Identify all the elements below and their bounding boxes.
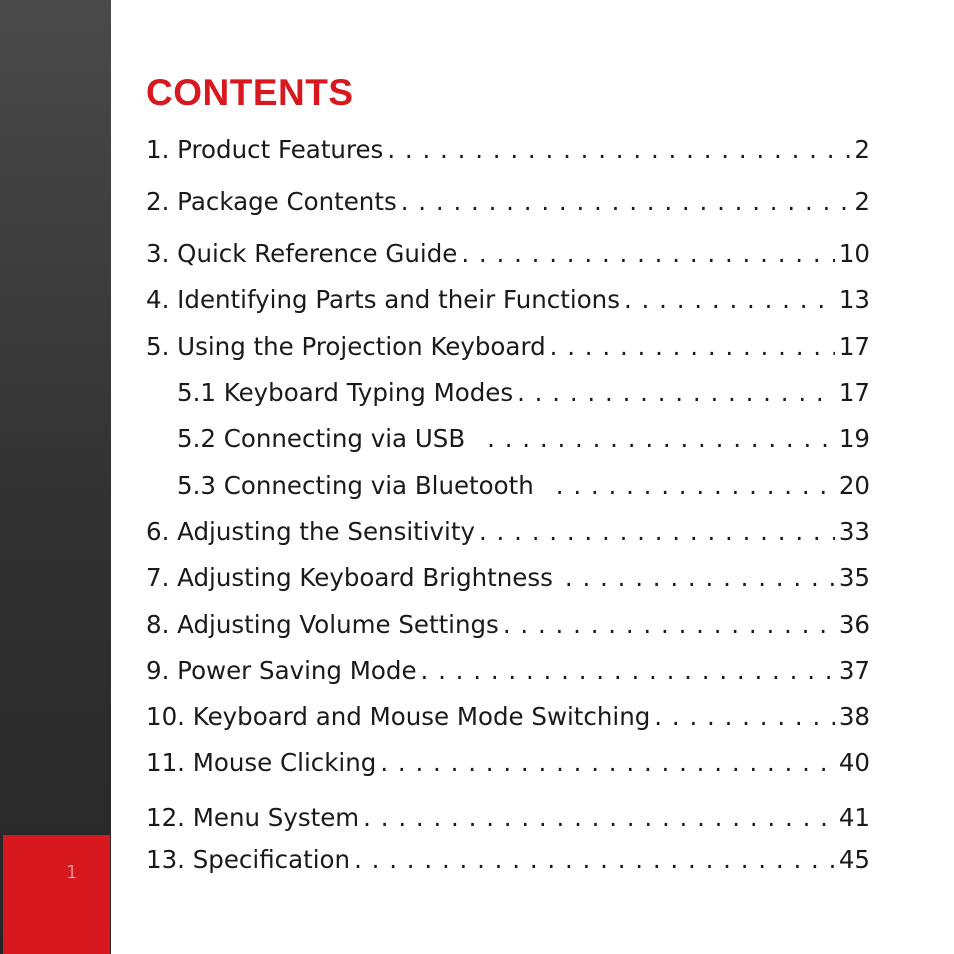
dot-leader	[380, 748, 835, 777]
dot-leader	[487, 424, 835, 453]
toc-entry-page: 38	[838, 702, 870, 731]
toc-entry-page: 17	[838, 332, 870, 361]
toc-entry-page: 40	[838, 748, 870, 777]
toc-entry-label: 7. Adjusting Keyboard Brightness	[146, 563, 553, 592]
toc-entry-label: 9. Power Saving Mode	[146, 656, 417, 685]
dot-leader	[565, 563, 835, 592]
toc-entry-page: 20	[838, 471, 870, 500]
toc-entry-specification[interactable]	[146, 845, 870, 879]
toc-entry-keyboard-mouse-mode-switching[interactable]	[146, 702, 870, 736]
toc-entry-page: 36	[838, 610, 870, 639]
toc-entry-page: 2	[854, 135, 870, 164]
toc-entry-page: 45	[838, 845, 870, 874]
page-number: 1	[66, 862, 78, 883]
toc-entry-label: 5.1 Keyboard Typing Modes	[177, 378, 514, 407]
toc-entry-label: 1. Product Features	[146, 135, 384, 164]
toc-entry-keyboard-typing-modes[interactable]	[177, 378, 870, 412]
toc-entry-label: 8. Adjusting Volume Settings	[146, 610, 499, 639]
toc-entry-page: 13	[838, 285, 870, 314]
toc-entry-label: 5.2 Connecting via USB	[177, 424, 466, 453]
toc-entry-label: 5.3 Connecting via Bluetooth	[177, 471, 534, 500]
toc-entry-menu-system[interactable]	[146, 803, 870, 837]
toc-entry-label: 10. Keyboard and Mouse Mode Switching	[146, 702, 651, 731]
toc-entry-adjusting-sensitivity[interactable]	[146, 517, 870, 551]
dot-leader	[363, 803, 835, 832]
toc-entry-label: 2. Package Contents	[146, 187, 397, 216]
toc-entry-label: 3. Quick Reference Guide	[146, 239, 458, 268]
dot-leader	[624, 285, 835, 314]
toc-entry-page: 17	[838, 378, 870, 407]
dot-leader	[517, 378, 835, 407]
dot-leader	[421, 656, 835, 685]
toc-entry-power-saving-mode[interactable]	[146, 656, 870, 690]
toc-entry-product-features[interactable]	[146, 135, 870, 169]
toc-entry-label: 12. Menu System	[146, 803, 360, 832]
sidebar-bar	[0, 0, 111, 954]
toc-entry-label: 4. Identifying Parts and their Functions	[146, 285, 620, 314]
toc-entry-page: 19	[838, 424, 870, 453]
toc-entry-label: 6. Adjusting the Sensitivity	[146, 517, 475, 546]
toc-entry-label: 5. Using the Projection Keyboard	[146, 332, 546, 361]
dot-leader	[354, 845, 835, 874]
dot-leader	[503, 610, 835, 639]
dot-leader	[556, 471, 835, 500]
dot-leader	[479, 517, 835, 546]
toc-entry-adjusting-volume-settings[interactable]	[146, 610, 870, 644]
page-title: CONTENTS	[146, 72, 354, 113]
toc-entry-quick-reference-guide[interactable]	[146, 239, 870, 273]
toc-entry-mouse-clicking[interactable]	[146, 748, 870, 782]
toc-entry-page: 35	[838, 563, 870, 592]
toc-entry-using-projection-keyboard[interactable]	[146, 332, 870, 366]
toc-entry-page: 41	[838, 803, 870, 832]
dot-leader	[654, 702, 835, 731]
toc-entry-connecting-via-usb[interactable]	[177, 424, 870, 458]
toc-entry-page: 2	[854, 187, 870, 216]
toc-entry-page: 37	[838, 656, 870, 685]
toc-entry-identifying-parts[interactable]	[146, 285, 870, 319]
toc-entry-adjusting-keyboard-brightness[interactable]	[146, 563, 870, 597]
dot-leader	[461, 239, 834, 268]
toc-entry-label: 11. Mouse Clicking	[146, 748, 377, 777]
page-number-badge	[3, 835, 110, 954]
toc-entry-page: 10	[838, 239, 870, 268]
toc-entry-connecting-via-bluetooth[interactable]	[177, 471, 870, 505]
dot-leader	[401, 187, 851, 216]
dot-leader	[550, 332, 835, 361]
toc-entry-label: 13. Specification	[146, 845, 351, 874]
toc-entry-page: 33	[838, 517, 870, 546]
toc-entry-package-contents[interactable]	[146, 187, 870, 221]
dot-leader	[387, 135, 850, 164]
